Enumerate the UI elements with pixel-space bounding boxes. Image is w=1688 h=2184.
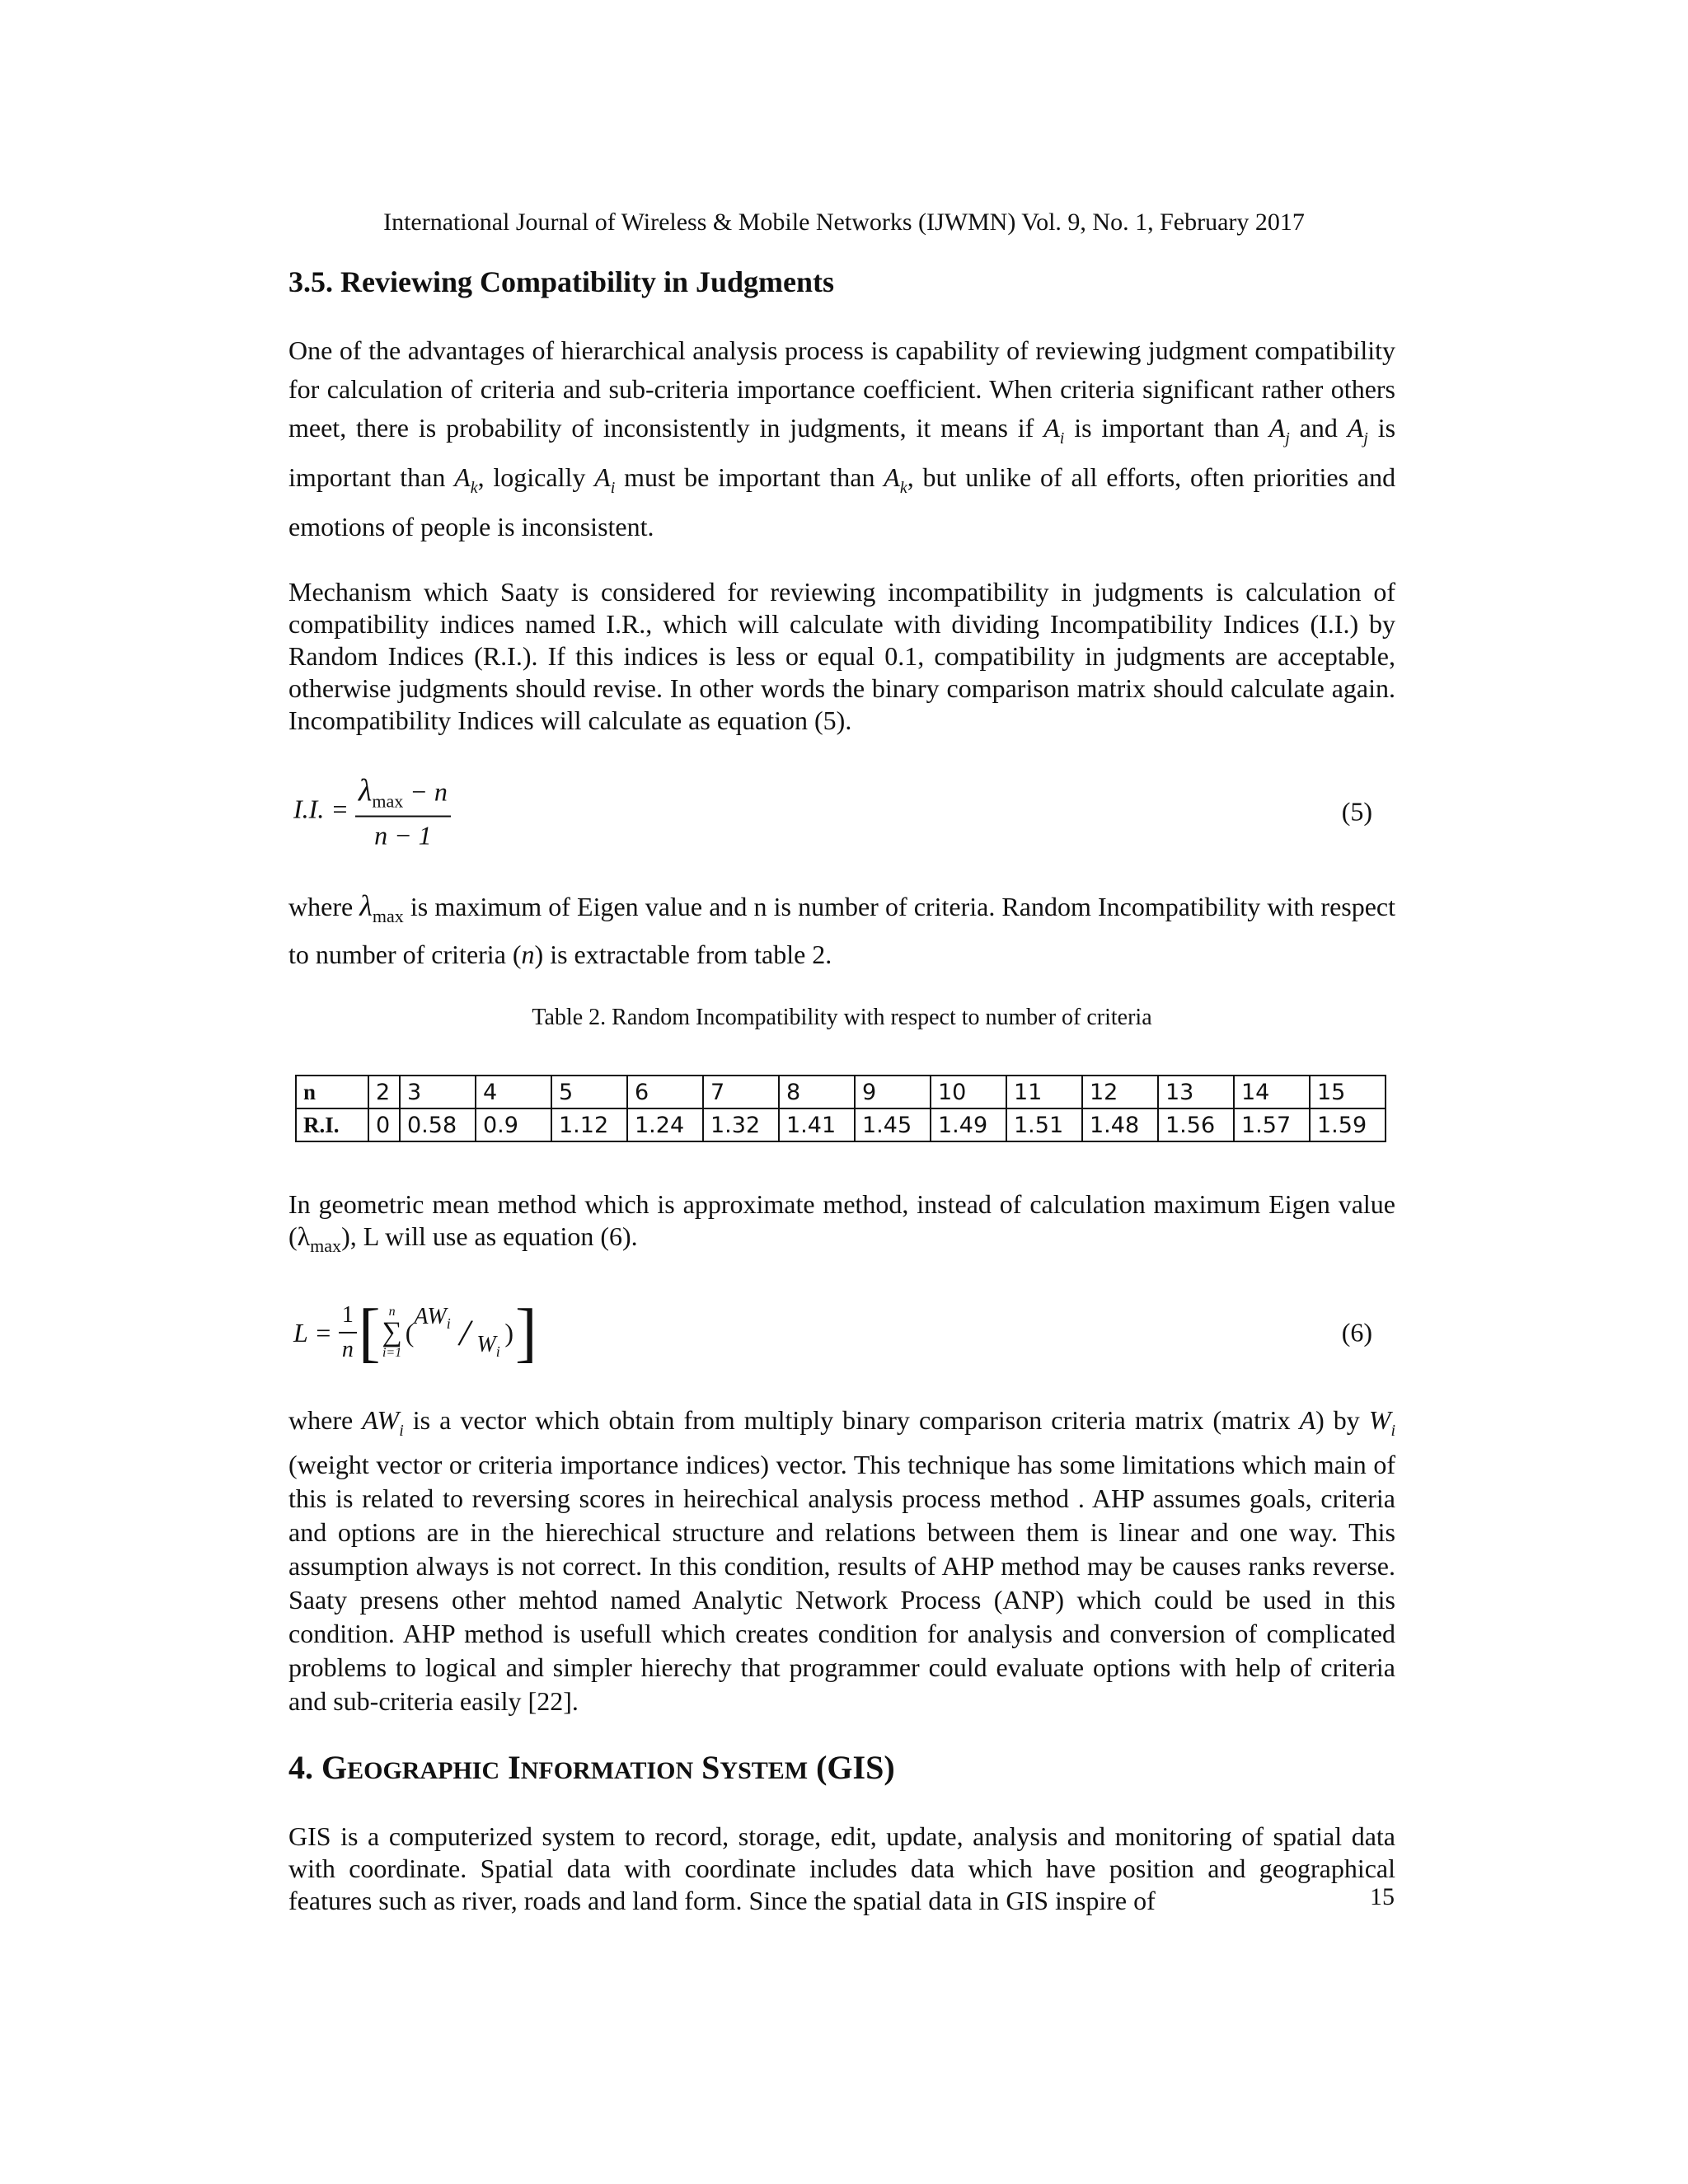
table-cell-ri: 1.32 bbox=[703, 1108, 779, 1141]
table-cell-ri: 1.24 bbox=[627, 1108, 703, 1141]
table-cell-n: 9 bbox=[855, 1076, 931, 1108]
symbol-a: A bbox=[1043, 413, 1060, 443]
aw-subscript: i bbox=[446, 1315, 451, 1332]
title-small-caps: EOGRAPHIC bbox=[347, 1757, 500, 1784]
paragraph-mechanism: Mechanism which Saaty is considered for reviewing incompatibility in judgments is calculation of compatibility indices named I.R., which will calculate with dividing Incompatibility Indices (I.I.) by Random Indices (R.I.). If this indices is less or equal 0.1, compatibility in judgments are acceptable, otherwise judgments should revise. In other words the binary comparison matrix should calculate again. Incompatibility Indices will calculate as equation (5). bbox=[288, 577, 1395, 735]
paragraph-where-aw bbox=[288, 1404, 1395, 1718]
subscript-i: i bbox=[1059, 429, 1065, 448]
section-4-number: 4. bbox=[288, 1749, 313, 1786]
equation-5-lhs: I.I. = bbox=[293, 794, 349, 824]
title-small-caps: YSTEM bbox=[720, 1757, 809, 1784]
table-cell-n: 12 bbox=[1082, 1076, 1158, 1108]
table-cell-ri: 1.56 bbox=[1158, 1108, 1234, 1141]
table-cell-ri: 0.9 bbox=[476, 1108, 551, 1141]
symbol-a: A bbox=[1347, 413, 1364, 443]
w-symbol: W bbox=[1368, 1405, 1391, 1435]
section-3-5-title: 3.5. Reviewing Compatibility in Judgments bbox=[288, 265, 835, 298]
symbol-a: A bbox=[1268, 413, 1286, 443]
fraction-n: n bbox=[341, 1337, 354, 1362]
equation-5-body bbox=[293, 773, 451, 851]
subscript-j: j bbox=[1363, 429, 1368, 448]
table-cell-ri: 1.49 bbox=[931, 1108, 1006, 1141]
para4-text-b: ), L will use as equation (6). bbox=[341, 1221, 638, 1251]
equation-5-fraction bbox=[355, 773, 451, 851]
w-text: W bbox=[476, 1332, 496, 1357]
matrix-a-symbol: A bbox=[1299, 1405, 1316, 1435]
table-cell-n: 5 bbox=[551, 1076, 627, 1108]
aw-over-w bbox=[414, 1304, 504, 1361]
w-subscript: i bbox=[495, 1343, 500, 1360]
table-cell-ri: 1.48 bbox=[1082, 1108, 1158, 1141]
lambda-symbol: λ bbox=[358, 773, 373, 808]
max-subscript: max bbox=[310, 1235, 342, 1256]
symbol-a: A bbox=[454, 462, 471, 492]
equation-6-one-over-n bbox=[339, 1302, 357, 1363]
equation-5-number: (5) bbox=[1341, 796, 1372, 827]
table-cell-ri: 1.45 bbox=[855, 1108, 931, 1141]
table-cell-ri: 0 bbox=[368, 1108, 400, 1141]
equation-5-denominator: n − 1 bbox=[374, 820, 432, 851]
table-cell-n: 2 bbox=[368, 1076, 400, 1108]
paragraph-gis: GIS is a computerized system to record, storage, edit, update, analysis and monitoring of spatial data with coordinate. Spatial data with coordinate includes data which have position and geographical features such as river, roads and land form. Since the spatial data in GIS inspire of bbox=[288, 1821, 1395, 1915]
para1-text-b: is important than bbox=[1074, 413, 1259, 443]
left-bracket: [ bbox=[358, 1296, 381, 1369]
section-4-title bbox=[288, 1748, 1395, 1791]
table-cell-n: 4 bbox=[476, 1076, 551, 1108]
table-cell-n: 10 bbox=[931, 1076, 1006, 1108]
w-subscript: i bbox=[1390, 1422, 1396, 1440]
paragraph-where-lambda bbox=[288, 887, 1395, 974]
aw-term bbox=[414, 1304, 450, 1333]
para5-text-a: where bbox=[288, 1405, 354, 1435]
running-head: International Journal of Wireless & Mobile Networks (IJWMN) Vol. 9, No. 1, February 2017 bbox=[383, 209, 1305, 236]
para3-text-c: ) is extractable from table 2. bbox=[534, 940, 832, 969]
aw-subscript: i bbox=[399, 1422, 404, 1440]
subscript-k: k bbox=[470, 479, 478, 497]
para1-text-g: , but unlike of all efforts, often priorities and emotions of people is inconsistent. bbox=[288, 462, 1396, 541]
subscript-i: i bbox=[610, 479, 616, 497]
para3-n: n bbox=[521, 940, 535, 969]
sigma-symbol: ∑ bbox=[382, 1317, 402, 1347]
title-small-caps: NFORMATION bbox=[520, 1757, 694, 1784]
para1-text-a: One of the advantages of hierarchical analysis process is capability of reviewing judgment compatibility for calculation of criteria and sub-criteria importance coefficient. When criteria significant rather others meet, there is probability of inconsistently in judgments, it means if bbox=[288, 335, 1395, 443]
table-cell-ri: 1.41 bbox=[779, 1108, 855, 1141]
equation-6-lhs: L = bbox=[293, 1317, 332, 1347]
paragraph-geometric-mean bbox=[288, 1188, 1395, 1262]
title-letter: G bbox=[321, 1749, 348, 1786]
title-tail: (GIS) bbox=[816, 1749, 895, 1786]
subscript-j: j bbox=[1285, 429, 1290, 448]
table-row-header-ri: R.I. bbox=[296, 1108, 368, 1141]
table-cell-ri: 1.12 bbox=[551, 1108, 627, 1141]
symbol-a: A bbox=[594, 462, 611, 492]
table-cell-n: 8 bbox=[779, 1076, 855, 1108]
slash: / bbox=[456, 1310, 476, 1356]
para5-text-c: ) by bbox=[1315, 1405, 1360, 1435]
title-letter: S bbox=[701, 1749, 720, 1786]
table-cell-n: 15 bbox=[1310, 1076, 1386, 1108]
para1-text-f: must be important than bbox=[624, 462, 875, 492]
table-row bbox=[296, 1076, 1386, 1108]
max-subscript: max bbox=[372, 906, 404, 926]
equation-5-numerator bbox=[355, 773, 451, 818]
page-number: 15 bbox=[1370, 1883, 1395, 1910]
symbol-a: A bbox=[884, 462, 900, 492]
table-cell-n: 7 bbox=[703, 1076, 779, 1108]
para5-text-b: is a vector which obtain from multiply binary comparison criteria matrix (matrix bbox=[412, 1405, 1291, 1435]
random-index-table bbox=[295, 1075, 1386, 1142]
sigma-top: n bbox=[388, 1305, 396, 1319]
minus-n: − n bbox=[403, 776, 448, 807]
lambda-symbol: λ bbox=[359, 889, 373, 922]
paragraph-compatibility bbox=[288, 331, 1395, 546]
subscript-k: k bbox=[899, 479, 907, 497]
equation-5 bbox=[288, 766, 1395, 857]
para1-text-d: is important than bbox=[288, 413, 1396, 492]
equation-6-number: (6) bbox=[1341, 1317, 1372, 1347]
equation-6 bbox=[288, 1291, 1395, 1374]
table-row bbox=[296, 1108, 1386, 1141]
equation-6-body: L = $\frac{1}{n}$ [ n ∑ i=1 ( $AW_i$ / $W_i$ ) ] bbox=[293, 1296, 537, 1369]
table-cell-n: 11 bbox=[1006, 1076, 1082, 1108]
right-bracket: ] bbox=[515, 1296, 537, 1369]
table-cell-ri: 1.51 bbox=[1006, 1108, 1082, 1141]
table-cell-ri: 1.57 bbox=[1234, 1108, 1310, 1141]
table-cell-ri: 1.59 bbox=[1310, 1108, 1386, 1141]
table-cell-n: 13 bbox=[1158, 1076, 1234, 1108]
para3-text-a: where bbox=[288, 892, 354, 921]
w-term bbox=[476, 1332, 499, 1361]
table-row-header-n: n bbox=[296, 1076, 368, 1108]
title-letter: I bbox=[508, 1749, 521, 1786]
para4-text-a: In geometric mean method which is approximate method, instead of calculation maximum Eigen value (λ bbox=[288, 1189, 1395, 1251]
table-cell-n: 6 bbox=[627, 1076, 703, 1108]
sigma-bottom: i=1 bbox=[382, 1346, 402, 1360]
para5-text-d: (weight vector or criteria importance indices) vector. This technique has some limitations which main of this is related to reversing scores in heirechical analysis process method . AHP assumes goals, criteria and options are in the hierechical structure and relations between them is linear and one way. This assumption always is not correct. In this condition, results of AHP method may be causes ranks reverse. Saaty presens other mehtod named Analytic Network Process (ANP) which could be used in this condition. AHP method is usefull which creates condition for analysis and conversion of complicated problems to logical and simpler hierechy that programmer could evaluate options with help of criteria and sub-criteria easily [22]. bbox=[288, 1450, 1395, 1716]
aw-text: AW bbox=[414, 1304, 447, 1329]
para1-text-e: , logically bbox=[477, 462, 586, 492]
table-cell-n: 3 bbox=[400, 1076, 476, 1108]
max-subscript: max bbox=[372, 790, 404, 812]
para1-text-c: and bbox=[1299, 413, 1338, 443]
aw-symbol: AW bbox=[362, 1405, 400, 1435]
table-cell-n: 14 bbox=[1234, 1076, 1310, 1108]
page-content bbox=[288, 264, 1395, 1947]
table-cell-ri: 0.58 bbox=[400, 1108, 476, 1141]
summation bbox=[382, 1305, 401, 1360]
para3-text-b: is maximum of Eigen value and n is number of criteria. Random Incompatibility with respect to number of criteria ( bbox=[288, 892, 1396, 969]
fraction-one: 1 bbox=[339, 1302, 357, 1333]
table-2-caption: Table 2. Random Incompatibility with respect to number of criteria bbox=[532, 1005, 1152, 1030]
